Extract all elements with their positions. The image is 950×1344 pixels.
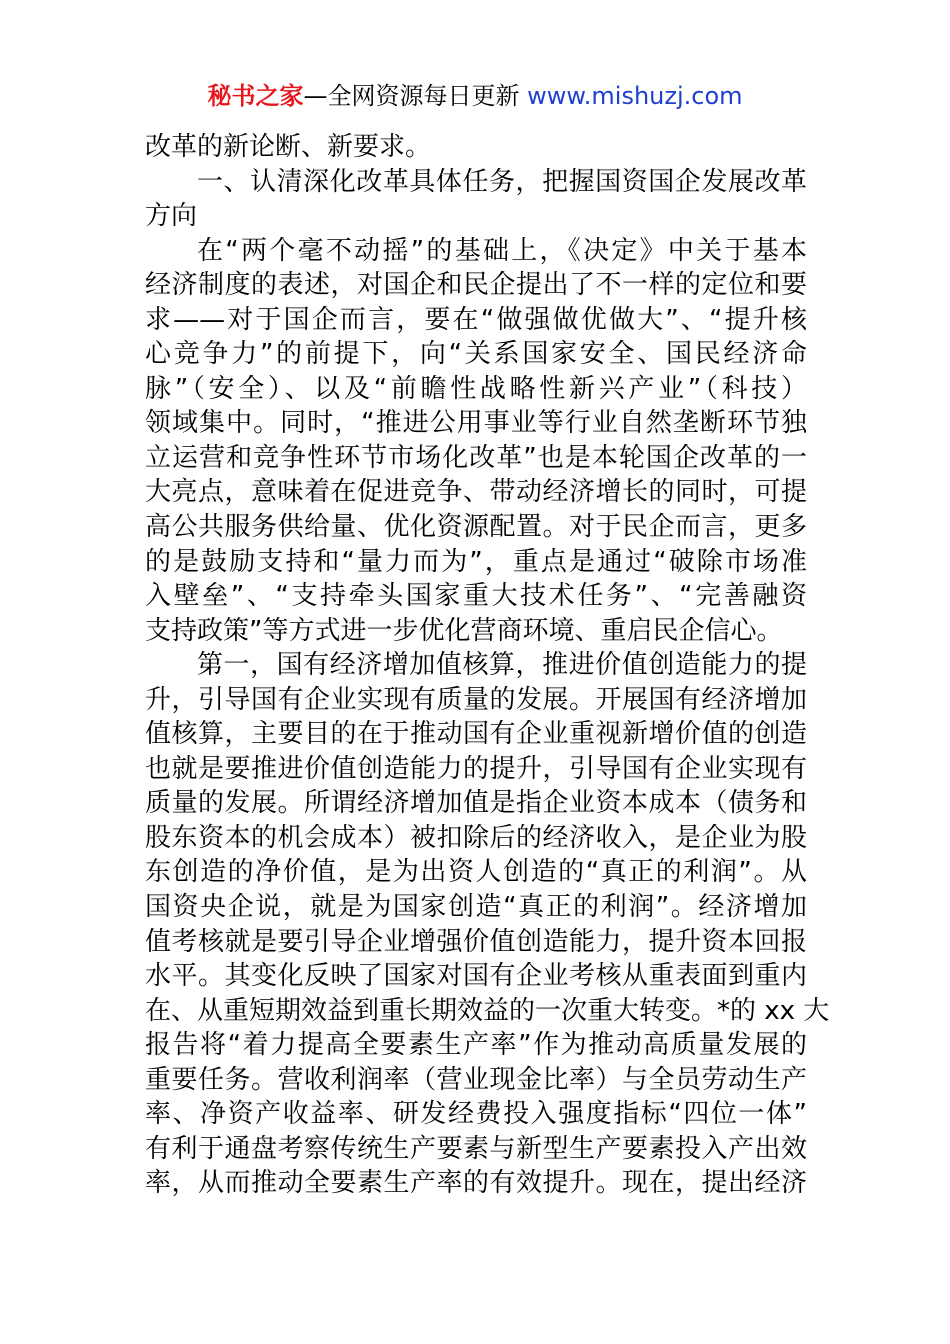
- text-line: 求——对于国企而言，要在“做强做优做大”、“提升核: [145, 304, 807, 335]
- text-line: 经济制度的表述，对国企和民企提出了不一样的定位和要: [145, 270, 807, 301]
- text-line: 第一，国有经济增加值核算，推进价值创造能力的提: [197, 650, 807, 681]
- text-line: 在“两个毫不动摇”的基础上，《决定》中关于基本: [197, 235, 807, 266]
- text-line: 在、从重短期效益到重长期效益的一次重大转变。*的 xx 大: [145, 995, 830, 1026]
- text-line: 大亮点，意味着在促进竞争、带动经济增长的同时，可提: [145, 477, 807, 508]
- text-line: 国资央企说，就是为国家创造“真正的利润”。经济增加: [145, 892, 807, 923]
- text-line: 高公共服务供给量、优化资源配置。对于民企而言，更多: [145, 512, 807, 543]
- text-line: 升，引导国有企业实现有质量的发展。开展国有经济增加: [145, 684, 807, 715]
- text-line: 入壁垒”、“支持牵头国家重大技术任务”、“完善融资: [145, 581, 807, 612]
- text-line: 值核算，主要目的在于推动国有企业重视新增价值的创造: [145, 719, 807, 750]
- header-brand: 秘书之家: [207, 82, 304, 110]
- text-line: 也就是要推进价值创造能力的提升，引导国有企业实现有: [145, 753, 807, 784]
- text-line: 脉”（安全）、以及“前瞻性战略性新兴产业”（科技）: [145, 373, 807, 404]
- text-line: 的是鼓励支持和“量力而为”，重点是通过“破除市场准: [145, 546, 807, 577]
- text-line: 心竞争力”的前提下，向“关系国家安全、国民经济命: [145, 339, 807, 370]
- section-heading-line: 方向: [145, 201, 198, 232]
- page-header: [0, 80, 950, 112]
- text-line: 重要任务。营收利润率（营业现金比率）与全员劳动生产: [145, 1064, 807, 1095]
- text-line: 立运营和竞争性环节市场化改革”也是本轮国企改革的一: [145, 442, 807, 473]
- text-line: 改革的新论断、新要求。: [145, 132, 432, 162]
- text-line: 质量的发展。所谓经济增加值是指企业资本成本（债务和: [145, 788, 807, 819]
- section-heading-line: 一、认清深化改革具体任务，把握国资国企发展改革: [197, 166, 807, 197]
- text-line: 股东资本的机会成本）被扣除后的经济收入，是企业为股: [145, 822, 807, 853]
- header-slogan: —全网资源每日更新: [303, 82, 528, 110]
- text-line: 报告将“着力提高全要素生产率”作为推动高质量发展的: [145, 1030, 807, 1061]
- text-line: 领域集中。同时，“推进公用事业等行业自然垄断环节独: [145, 408, 807, 439]
- text-line: 水平。其变化反映了国家对国有企业考核从重表面到重内: [145, 961, 807, 992]
- header-url-link[interactable]: www.mishuzj.com: [527, 82, 743, 110]
- text-line: 有利于通盘考察传统生产要素与新型生产要素投入产出效: [145, 1133, 807, 1164]
- text-line: 值考核就是要引导企业增强价值创造能力，提升资本回报: [145, 926, 807, 957]
- document-body: [145, 130, 830, 1201]
- text-line: 率、净资产收益率、研发经费投入强度指标“四位一体”: [145, 1099, 807, 1130]
- text-line: 支持政策”等方式进一步优化营商环境、重启民企信心。: [145, 615, 783, 646]
- text-line: 率，从而推动全要素生产率的有效提升。现在，提出经济: [145, 1168, 807, 1199]
- text-line: 东创造的净价值，是为出资人创造的“真正的利润”。从: [145, 857, 807, 888]
